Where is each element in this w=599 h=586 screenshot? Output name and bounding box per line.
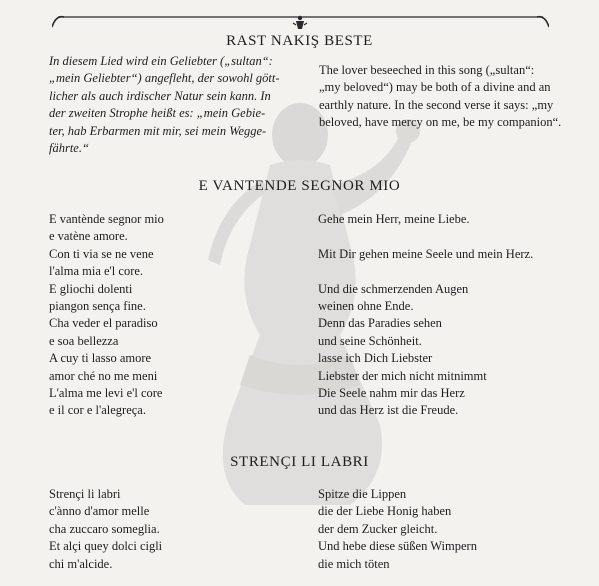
strenci-italian-text: Strençi li labri c'ànno d'amor melle cha zuccaro someglia. Et alçi quey dolci cigli chi m'alcide. <box>49 487 163 571</box>
strenci-title: STRENÇI LI LABRI <box>230 454 369 470</box>
strenci-german-text: Spitze die Lippen die der Liebe Honig haben der dem Zucker gleicht. Und hebe diese süßen Wimpern die mich töten <box>318 487 477 571</box>
rast-title: RAST NAKIŞ BESTE <box>226 33 373 49</box>
ornamental-border <box>52 13 549 33</box>
vantende-italian-text: E vantènde segnor mio e vatène amore. Con ti via se ne vene l'alma mia e'l core. E gliochi dolenti piangon sença fine. Cha veder el paradiso e soa bellezza A cuy ti lasso amore amor ché no me meni L'alma me levi e'l core e il cor e l'alegreça. <box>49 212 164 418</box>
center-figure-icon <box>293 16 307 29</box>
rast-german-text: In diesem Lied wird ein Geliebter („sultan“: „mein Geliebter“) angefleht, der sowohl gött- licher als auch irdischer Natur sein kann. In der zweiten Strophe heißt es: „mein Gebie- ter, hab Erbarmen mit mir, sei mein Wegge- fährte.“ <box>49 54 280 156</box>
vantende-title: E VANTENDE SEGNOR MIO <box>198 178 401 194</box>
rast-english-text: The lover beseeched in this song („sultan“: „my beloved“) may be both of a divine and an earthly nature. In the second verse it says: „my beloved, have mercy on me, be my companion“. <box>319 63 562 130</box>
vantende-german-text: Gehe mein Herr, meine Liebe. Mit Dir gehen meine Seele und mein Herz. Und die schmerzenden Augen weinen ohne Ende. Denn das Paradies sehen und seine Schönheit. lasse ich Dich Liebster Liebster der mich nicht mitnimmt Die Seele nahm mir das Herz und das Herz ist die Freude. <box>318 212 534 418</box>
